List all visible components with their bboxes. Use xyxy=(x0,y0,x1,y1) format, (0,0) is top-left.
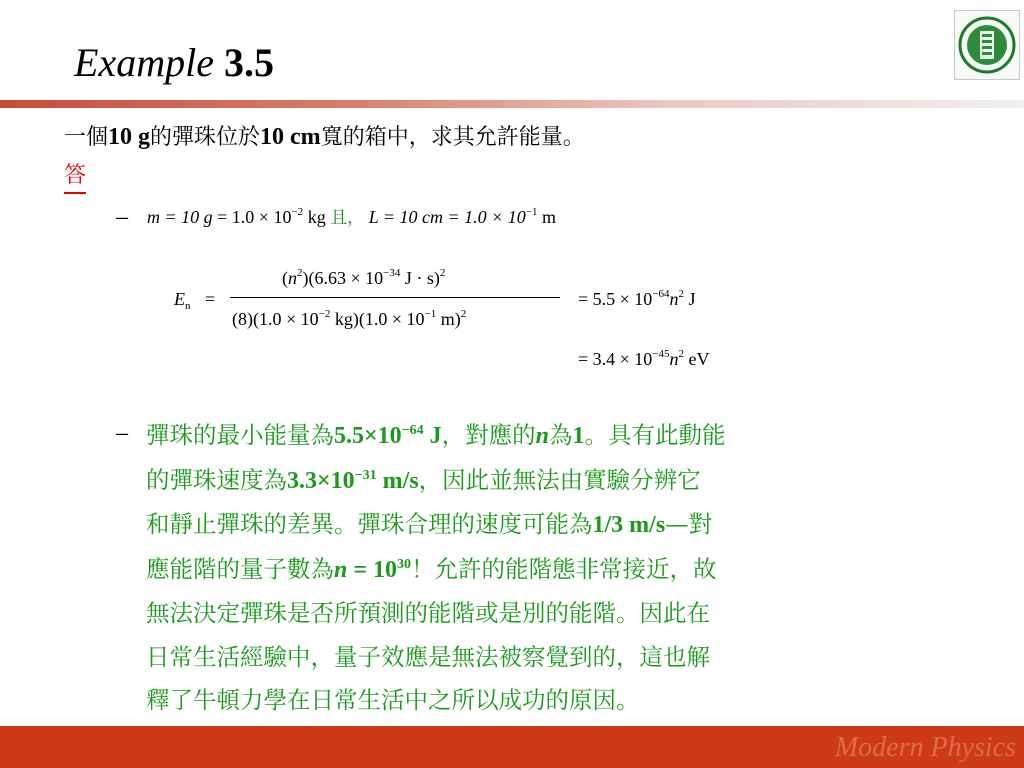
explanation-line-4: 應能階的量子數為$n = 10^{30}$！允許的能階態非常接近，故 xyxy=(146,554,717,583)
explanation-paragraph xyxy=(146,414,996,723)
explanation-line-7: 釋了牛頓力學在日常生活中之所以成功的原因。 xyxy=(146,686,640,714)
explanation-line-6: 日常生活經驗中，量子效應是無法被察覺到的，這也解 xyxy=(146,642,710,671)
explanation-line-2: 的彈珠速度為$3.3\times 10^{-31}$ m/s，因此並無法由實驗分辨它 xyxy=(146,465,701,494)
university-logo xyxy=(954,10,1020,80)
problem-statement: 一個10 g的彈珠位於10 cm寬的箱中，求其允許能量。 xyxy=(64,124,585,150)
title-word: Example xyxy=(74,40,214,85)
footer-bar xyxy=(0,726,1024,768)
energy-symbol: $E_n$ = xyxy=(174,289,216,312)
explanation-line-3: 和靜止彈珠的差異。彈珠合理的速度可能為1/3 m/s—對 xyxy=(146,510,713,538)
fraction-numerator: $(n^2)(6.63 \times 10^{-34}$ J · s)$^2$ xyxy=(282,267,446,288)
given-values-line: m = 10 $g = 1.0 \times 10^{-2}$ kg 且， L = 10 cm = $1.0 \times 10^{-1}$ m xyxy=(147,206,557,228)
result-electronvolts: = $3.4 \times 10^{-45}n^2$ eV xyxy=(578,348,710,369)
explanation-line-1: 彈珠的最小能量為$5.5\times 10^{-64}$ J，對應的n為1。具有此動能 xyxy=(146,421,726,449)
bullet-dash-2: – xyxy=(116,420,128,446)
answer-label: 答 xyxy=(64,160,86,194)
footer-course-title: Modern Physics xyxy=(834,732,1016,763)
fraction-bar xyxy=(230,297,560,298)
slide-title xyxy=(74,38,274,88)
fraction-denominator: $(8)(1.0 \times 10^{-2}$ $kg)(1.0 \times 10^{-1}$ m)$^2$ xyxy=(232,308,467,329)
title-number: 3.5 xyxy=(223,40,274,85)
title-divider xyxy=(0,100,1024,108)
bullet-dash: – xyxy=(116,204,128,230)
explanation-line-5: 無法決定彈珠是否所預測的能階或是別的能階。因此在 xyxy=(146,599,710,627)
result-joules: = $5.5 \times 10^{-64}n^2$ J xyxy=(578,288,696,309)
